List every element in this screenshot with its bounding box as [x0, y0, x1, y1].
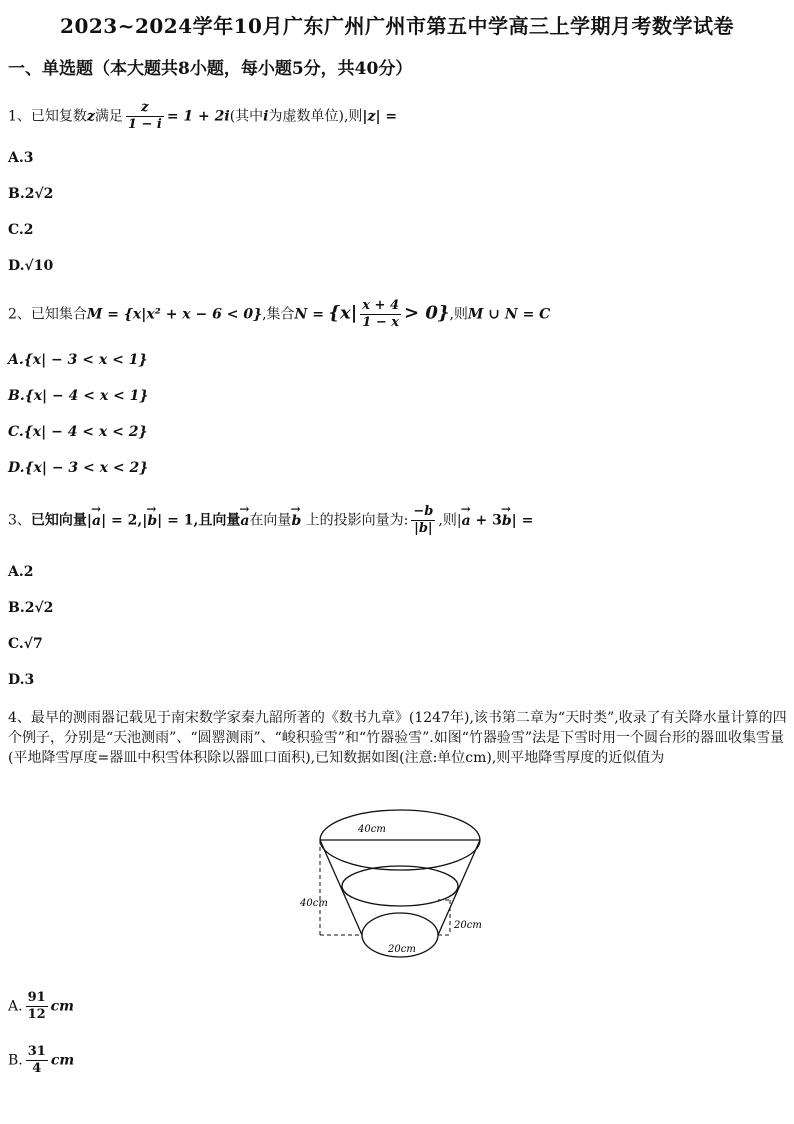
question-1: 1、已知复数z满足 $\frac{z}{1 - i}$ = 1 + 2i(其中i为虚数单位),则|z| =: [8, 100, 398, 132]
q1-option-d[interactable]: D.√10: [8, 258, 54, 274]
q1-option-c[interactable]: C.2: [8, 222, 34, 238]
label-bottom-diameter: 20cm: [388, 944, 416, 955]
q4-option-b[interactable]: B. $\frac{31}{4}$ cm: [8, 1044, 75, 1076]
q3-option-d[interactable]: D.3: [8, 672, 35, 688]
question-3: 3、已知向量|→ a| = 2,|→ b| = 1,且向量→ a在向量→ b 上的投影向量为: $\frac{-b}{|b|}$ ,则|→ a + 3→ b| =: [8, 504, 533, 537]
q2-option-c[interactable]: C.{x| − 4 < x < 2}: [8, 424, 148, 440]
q3-option-c[interactable]: C.√7: [8, 636, 43, 652]
question-2: 2、已知集合M = {x|x² + x − 6 < 0},集合N = {x| $\frac{x + 4}{1 - x}$ > 0},则M ∪ N = C: [8, 298, 551, 330]
q2-option-b[interactable]: B.{x| − 4 < x < 1}: [8, 388, 149, 404]
label-height: 40cm: [300, 898, 328, 909]
q2-option-d[interactable]: D.{x| − 3 < x < 2}: [8, 460, 149, 476]
q2-fraction: $\frac{x + 4}{1 - x}$: [362, 298, 400, 330]
section-heading: 一、单选题（本大题共8小题，每小题5分，共40分）: [8, 59, 413, 79]
question-4: 4、最早的测雨器记载见于南宋数学家秦九韶所著的《数书九章》(1247年),该书第二章为“天时类”,收录了有关降水量计算的四个例子，分别是“天池测雨”、“圆罂测雨”、“峻积验雪”和“竹器验雪”.如图“竹器验雪”法是下雪时用一个圆台形的器皿收集雪量(平地降雪厚度=器皿中积雪体积除以器皿口面积),已知数据如图(注意:单位cm),则平地降雪厚度的近似值为: [8, 710, 787, 766]
page-title: 2023~2024学年10月广东广州广州市第五中学高三上学期月考数学试卷: [60, 14, 734, 38]
left-slant-line: [320, 840, 362, 935]
q3-fraction: $\frac{-b}{|b|}$: [413, 504, 434, 536]
q4-option-a[interactable]: A. $\frac{91}{12}$ cm: [8, 990, 74, 1022]
q1-option-a[interactable]: A.3: [8, 150, 34, 166]
frustum-figure: [300, 800, 500, 970]
q1-fraction: $\frac{z}{1 - i}$: [127, 100, 162, 132]
q3-option-a[interactable]: A.2: [8, 564, 34, 580]
q2-option-a[interactable]: A.{x| − 3 < x < 1}: [8, 352, 148, 368]
label-top-diameter: 40cm: [358, 824, 386, 835]
q3-option-b[interactable]: B.2√2: [8, 600, 54, 616]
label-side: 20cm: [454, 920, 482, 931]
q1-option-b[interactable]: B.2√2: [8, 186, 54, 202]
